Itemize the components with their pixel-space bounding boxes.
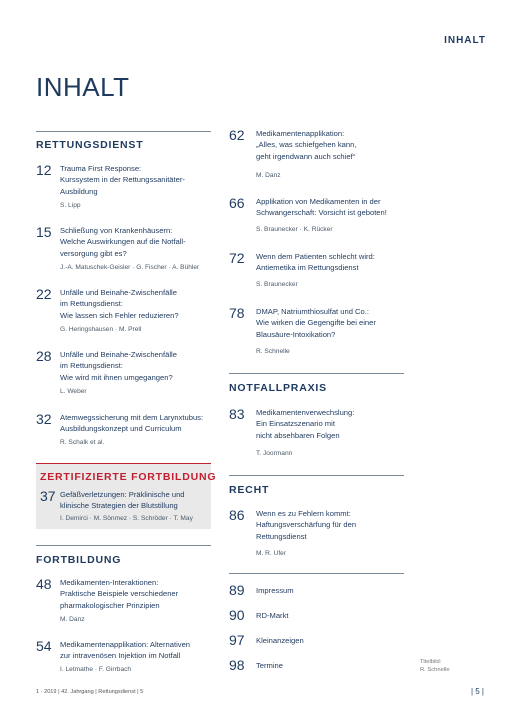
page-number: 83	[229, 406, 245, 422]
page-number: 98	[229, 657, 245, 673]
page-title: INHALT	[36, 72, 130, 102]
page-number: 54	[36, 638, 52, 654]
entry-authors: I. Demirci · M. Sönmez · S. Schröder · T. May	[60, 515, 193, 522]
section-fortbildung: FORTBILDUNG	[36, 554, 122, 566]
divider	[229, 373, 404, 374]
entry-title: Medikamenten-Interaktionen: Praktische Beispiele verschiedener pharmakologischer Prinzipien	[60, 578, 179, 610]
entry-authors: G. Heringshausen · M. Prell	[60, 326, 142, 333]
page-number: 89	[229, 582, 245, 598]
entry-title: Medikamentenapplikation: „Alles, was schiefgehen kann, geht irgendwann auch schief“	[256, 129, 357, 161]
section-zertifizierte-fortbildung: ZERTIFIZIERTE FORTBILDUNG	[40, 471, 217, 483]
divider	[229, 573, 404, 574]
entry-authors: M. Danz	[60, 616, 85, 623]
entry-title: Unfälle und Beinahe-Zwischenfälle im Rettungsdienst: Wie wird mit ihnen umgegangen?	[60, 350, 177, 382]
page-number: 90	[229, 607, 245, 623]
entry-title: Medikamentenapplikation: Alternativen zur intravenösen Injektion im Notfall	[60, 640, 191, 661]
entry-title: Wenn es zu Fehlern kommt: Haftungsverschärfung für den Rettungsdienst	[256, 509, 357, 541]
entry-authors: M. Danz	[256, 172, 281, 179]
page-number: 12	[36, 162, 52, 178]
image-credit: Titelbild: R. Schnelle	[420, 659, 450, 673]
entry-title: Applikation von Medikamenten in der Schwangerschaft: Vorsicht ist geboten!	[256, 197, 387, 218]
entry-authors: M. R. Ufer	[256, 550, 287, 557]
page-number: 37	[40, 488, 56, 504]
divider	[36, 545, 211, 546]
entry-title: Atemwegssicherung mit dem Larynxtubus: Ausbildungskonzept und Curriculum	[60, 413, 204, 434]
entry-authors: S. Lipp	[60, 202, 81, 209]
entry-authors: L. Weber	[60, 388, 87, 395]
footer-issue-info: 1 · 2019 | 42. Jahrgang | Rettungsdienst | 5	[36, 689, 144, 695]
section-rettungsdienst: RETTUNGSDIENST	[36, 139, 144, 151]
page-number: 22	[36, 286, 52, 302]
page-number: 78	[229, 305, 245, 321]
divider	[36, 131, 211, 132]
entry-authors: J.-A. Matuschek-Geisler · G. Fischer · A. Bühler	[60, 264, 200, 271]
entry-title: Kleinanzeigen	[256, 636, 304, 645]
divider	[229, 475, 404, 476]
page-number: 28	[36, 348, 52, 364]
page-number: 86	[229, 507, 245, 523]
page-number: 97	[229, 632, 245, 648]
section-notfallpraxis: NOTFALLPRAXIS	[229, 382, 327, 394]
entry-title: RD-Markt	[256, 611, 289, 620]
entry-authors: R. Schnelle	[256, 348, 290, 355]
page-number: 48	[36, 576, 52, 592]
page-number: 15	[36, 224, 52, 240]
page-number: 72	[229, 250, 245, 266]
entry-authors: S. Braunecker · K. Rücker	[256, 226, 333, 233]
entry-authors: T. Joormann	[256, 450, 293, 457]
entry-authors: S. Braunecker	[256, 281, 298, 288]
footer-page-number: | 5 |	[470, 687, 484, 696]
divider	[36, 463, 211, 464]
entry-authors: I. Letmathe · F. Girrbach	[60, 666, 132, 673]
entry-title: Impressum	[256, 586, 294, 595]
section-recht: RECHT	[229, 484, 270, 496]
entry-authors: R. Schalk et al.	[60, 439, 105, 446]
page-number: 62	[229, 127, 245, 143]
entry-title: Schließung von Krankenhäusern: Welche Auswirkungen auf die Notfall- versorgung gibt es?	[60, 226, 186, 258]
page-number: 66	[229, 195, 245, 211]
entry-title: Wenn dem Patienten schlecht wird: Antiemetika im Rettungsdienst	[256, 252, 375, 273]
entry-title: Trauma First Response: Kurssystem in der Rettungssanitäter- Ausbildung	[60, 164, 185, 196]
running-header: INHALT	[444, 35, 486, 46]
entry-title: Unfälle und Beinahe-Zwischenfälle im Rettungsdienst: Wie lassen sich Fehler reduzieren?	[60, 288, 179, 320]
entry-title: DMAP, Natriumthiosulfat und Co.: Wie wirken die Gegengifte bei einer Blausäure-Intoxikation?	[256, 307, 376, 339]
entry-title: Termine	[256, 661, 284, 670]
page-number: 32	[36, 411, 52, 427]
entry-title: Medikamentenverwechslung: Ein Einsatzszenario mit nicht absehbaren Folgen	[256, 408, 355, 440]
entry-title: Gefäßverletzungen: Präklinische und klinische Strategien der Blutstillung	[60, 490, 185, 511]
